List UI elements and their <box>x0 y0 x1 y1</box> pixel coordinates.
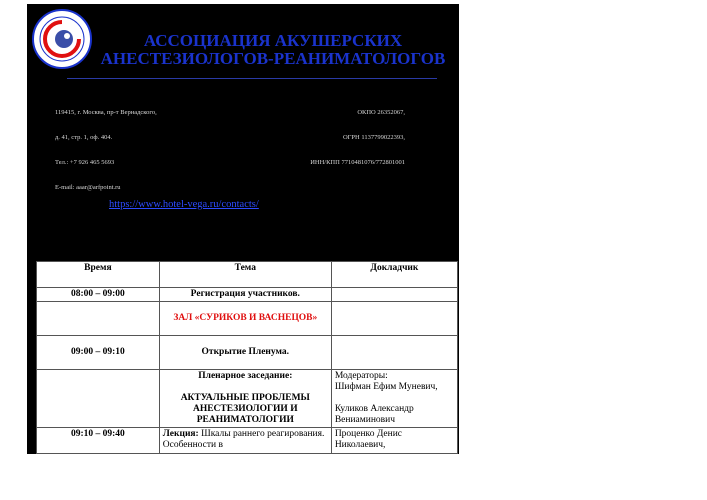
registration-block <box>310 92 405 184</box>
header-speaker: Докладчик <box>331 262 457 288</box>
association-logo <box>31 8 93 70</box>
table-row <box>37 336 458 370</box>
lecture-topic <box>159 428 331 454</box>
document-page <box>27 4 459 454</box>
row-time <box>37 302 160 336</box>
organization-title <box>87 32 459 68</box>
row-time: 08:00 – 09:00 <box>37 288 160 302</box>
title-line-1: АССОЦИАЦИЯ АКУШЕРСКИХ <box>143 31 403 50</box>
plenary-subtitle: АКТУАЛЬНЫЕ ПРОБЛЕМЫ АНЕСТЕЗИОЛОГИИ И РЕАНИМАТОЛОГИИ <box>180 393 310 425</box>
plenary-topic <box>159 370 331 428</box>
okpo-line: ОКПО 26352067, <box>357 108 405 116</box>
row-speaker <box>331 336 457 370</box>
program-table <box>36 261 458 454</box>
plenary-title: Пленарное заседание: <box>198 371 293 381</box>
address-block <box>55 92 157 210</box>
row-speaker: Проценко Денис Николаевич, <box>331 428 457 454</box>
moderators-cell <box>331 370 457 428</box>
table-row <box>37 302 458 336</box>
title-line-2: АНЕСТЕЗИОЛОГОВ-РЕАНИМАТОЛОГОВ <box>100 49 446 68</box>
moderator-name: Шифман Ефим Муневич, <box>334 382 438 392</box>
hall-name: ЗАЛ «СУРИКОВ И ВАСНЕЦОВ» <box>159 302 331 336</box>
row-topic: Регистрация участников. <box>159 288 331 302</box>
table-row <box>37 288 458 302</box>
address-line: д. 41, стр. 1, оф. 404. <box>55 134 113 142</box>
row-time: 09:00 – 09:10 <box>37 336 160 370</box>
lecture-label: Лекция: <box>162 429 199 439</box>
row-topic: Открытие Пленума. <box>159 336 331 370</box>
moderators-label: Модераторы: <box>334 371 388 381</box>
hotel-contacts-link[interactable]: https://www.hotel-vega.ru/contacts/ <box>109 199 259 210</box>
row-speaker <box>331 288 457 302</box>
address-line: 119415, г. Москва, пр-т Вернадского, <box>55 108 157 116</box>
header-divider <box>67 78 437 79</box>
ogrn-line: ОГРН 1137799022393, <box>342 134 405 142</box>
row-time: 09:10 – 09:40 <box>37 428 160 454</box>
header-time: Время <box>37 262 160 288</box>
inn-line: ИНН/КПП 7710481076/772801001 <box>310 159 405 167</box>
email-line: E-mail: aaar@arfpoint.ru <box>55 184 121 192</box>
lecture-title: Шкалы раннего реагирования. Особенности в <box>162 429 325 450</box>
row-time <box>37 370 160 428</box>
table-header-row <box>37 262 458 288</box>
phone-line: Тел.: +7 926 465 5693 <box>55 159 115 167</box>
row-speaker <box>331 302 457 336</box>
table-row <box>37 370 458 428</box>
header-topic: Тема <box>159 262 331 288</box>
moderator-name: Куликов Александр Вениаминович <box>334 404 414 425</box>
table-row <box>37 428 458 454</box>
